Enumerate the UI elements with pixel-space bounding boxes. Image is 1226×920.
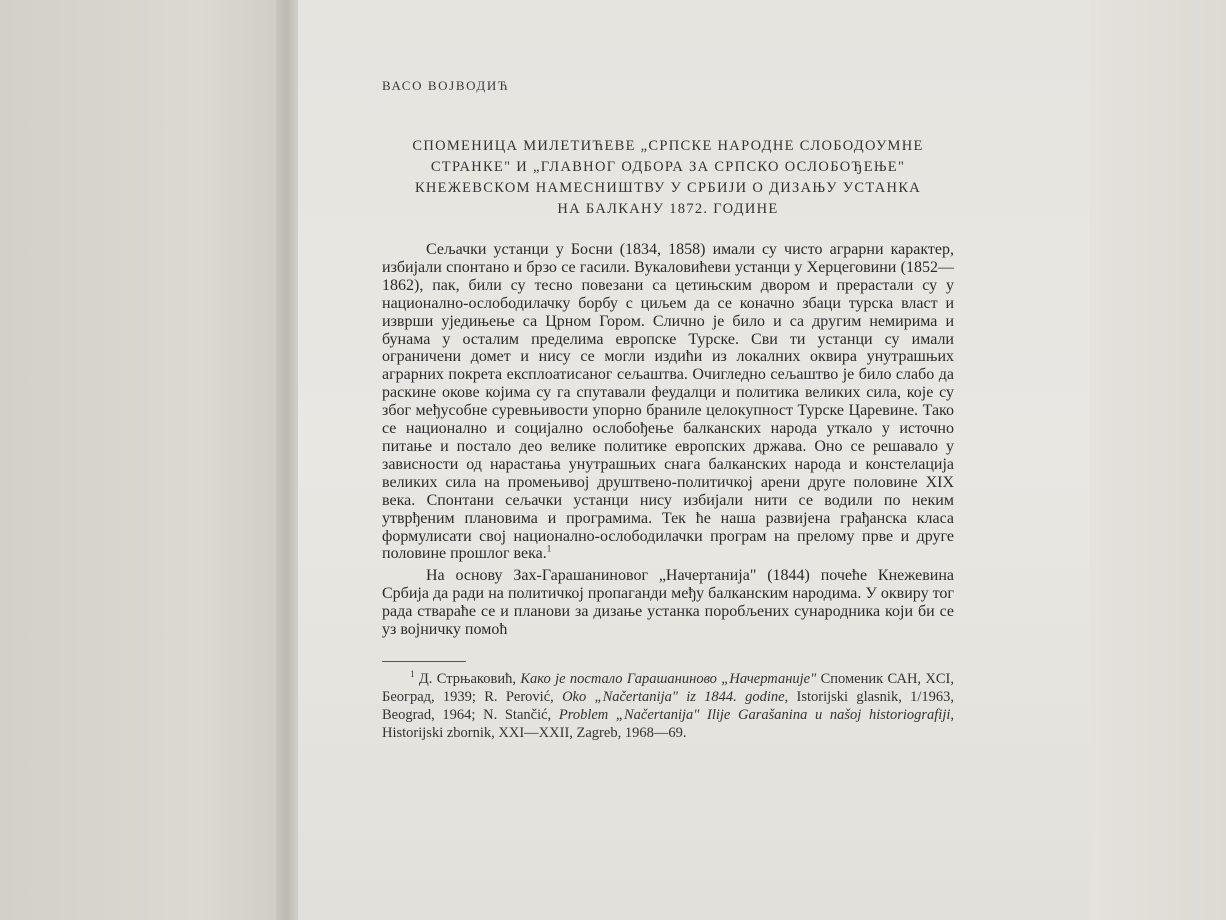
footnote bbox=[382, 670, 954, 742]
article-body bbox=[382, 241, 954, 639]
title-line: КНЕЖЕВСКОМ НАМЕСНИШТВУ У СРБИЈИ О ДИЗАЊУ УСТАНКА bbox=[414, 180, 922, 196]
title-line: СПОМЕНИЦА МИЛЕТИЋЕВЕ „СРПСКЕ НАРОДНЕ СЛОБОДОУМНЕ bbox=[412, 138, 924, 154]
running-head: ВАСО ВОЈВОДИЋ bbox=[382, 78, 510, 93]
footnote-title: Како је постало Гарашаниново „Начертаније" bbox=[520, 670, 817, 687]
footnote-title: Problem „Načertanija" Ilije Garašanina u našoj historiografiji, bbox=[558, 706, 954, 723]
footnote-source: Historijski zbornik, XXI—XXII, Zagreb, 1968—69. bbox=[382, 724, 687, 741]
footnote-divider bbox=[382, 661, 466, 662]
paragraph-text: Сељачки устанци у Босни (1834, 1858) имали су чисто аграрни карактер, избијали спонтано и брзо се гасили. Вукаловићеви устанци у Херцеговини (1852—1862), пак, били су тесно повезани са цетињским двором и прерастали су у национално-ослободилачку борбу с циљем да се коначно збаци турска власт и изврши уједињење са Црном Гором. Слично је било и са другим немирима и бунама у осталим пределима европске Турске. Сви ти устанци су имали ограничени домет и нису се могли издићи из локалних оквира унутрашњих аграрних покрета експлоатисаног сељаштва. Очигледно сељаштво је било слабо да раскине окове којима су га спутавали феудалци и политика великих сила, које су због међусобне суревњивости упорно браниле целокупност Турске Царевине. Тако се национално и социјално ослобођење балканских народа уткало у источно питање и постало део велике политике европских држава. Оно се решавало у зависности од нарастања унутрашњих снага балканских народа и констелација великих сила на промењивој друштвено-политичкој арени друге половине XIX века. Спонтани сељачки устанци нису избијали нити се водили по неким утврђеним плановима и програмима. Тек ће наша развијена грађанска класа формулисати свој национално-ослободилачки програм на прелому прве и друге половине прошлог века. bbox=[382, 241, 954, 563]
book-gutter bbox=[276, 0, 300, 920]
footnote-reference: 1 bbox=[546, 544, 552, 555]
article-title bbox=[382, 136, 954, 220]
footnote-title: Oko „Načertanija" iz 1844. godine, bbox=[562, 688, 789, 705]
paragraph bbox=[382, 241, 954, 563]
footnote-marker: 1 bbox=[410, 669, 415, 680]
paragraph-text: На основу Зах-Гарашаниновог „Начертанија" (1844) почеће Кнежевина Србија да ради на политичкој пропаганди међу балканским народима. У оквиру тог рада ствараће се и планови за дизање устанка поробљених сународника који би се уз војничку помоћ bbox=[382, 567, 954, 639]
page-text bbox=[382, 76, 954, 742]
title-line: СТРАНКЕ" И „ГЛАВНОГ ОДБОРА ЗА СРПСКО ОСЛОБОЂЕЊЕ" bbox=[430, 159, 906, 175]
paragraph bbox=[382, 567, 954, 639]
title-line: НА БАЛКАНУ 1872. ГОДИНЕ bbox=[557, 201, 779, 217]
left-page bbox=[0, 0, 288, 920]
footnote-source: Istorijski glasnik, 1/1963, Beograd, 1964; N. Stančić, bbox=[382, 688, 955, 723]
footnote-source: Споменик САН, XCI, Београд, 1939; R. Perović, bbox=[382, 670, 955, 705]
footnote-author: Д. Стрњаковић, bbox=[418, 670, 516, 687]
page-edge bbox=[1090, 0, 1226, 920]
